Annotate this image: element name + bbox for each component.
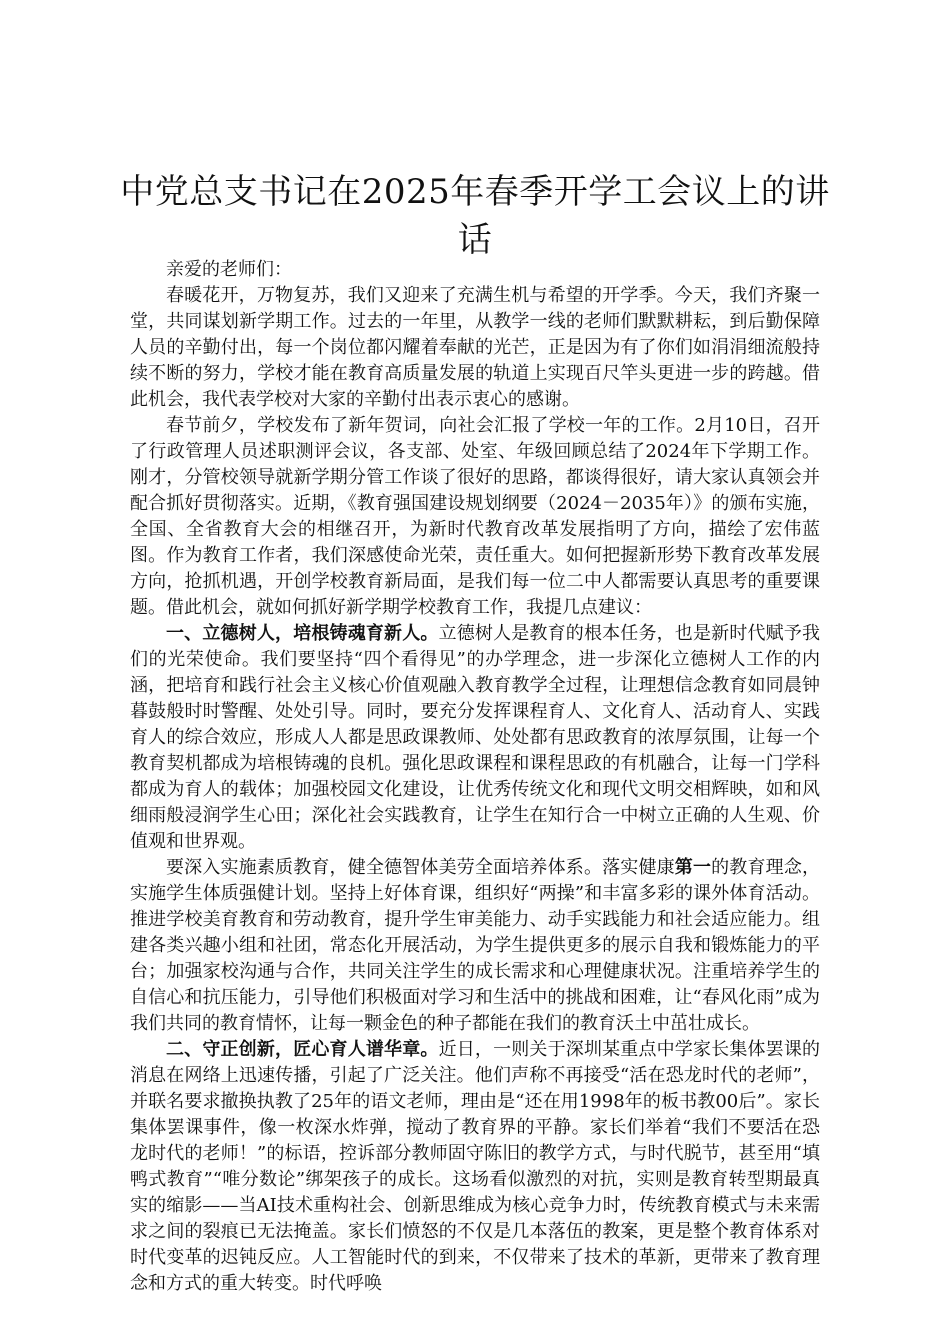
section-heading-1: 一、立德树人，培根铸魂育新人。 xyxy=(166,623,439,644)
paragraph-3-text: 立德树人是教育的根本任务，也是新时代赋予我们的光荣使命。我们要坚持“四个看得见”的办学理念，进一步深化立德树人工作的内涵，把培育和践行社会主义核心价值观融入教育教学全过程，让理想信念教育如同晨钟暮鼓般时时警醒、处处引导。同时，要充分发挥课程育人、文化育人、活动育人、实践育人的综合效应，形成人人都是思政课教师、处处都有思政教育的浓厚氛围，让每一个教育契机都成为培根铸魂的良机。强化思政课程和课程思政的有机融合，让每一门学科都成为育人的载体；加强校园文化建设，让优秀传统文化和现代文明交相辉映，如和风细雨般浸润学生心田；深化社会实践教育，让学生在知行合一中树立正确的人生观、价值观和世界观。 xyxy=(130,623,821,852)
paragraph-4-text-before: 要深入实施素质教育，健全德智体美劳全面培养体系。落实健康 xyxy=(166,857,675,878)
paragraph-1 xyxy=(130,283,820,413)
paragraph-4-text: 的教育理念，实施学生体质强健计划。坚持上好体育课，组织好“两操”和丰富多彩的课外体育活动。推进学校美育教育和劳动教育，提升学生审美能力、动手实践能力和社会适应能力。组建各类兴趣小组和社团，常态化开展活动，为学生提供更多的展示自我和锻炼能力的平台；加强家校沟通与合作，共同关注学生的成长需求和心理健康状况。注重培养学生的自信心和抗压能力，引导他们积极面对学习和生活中的挑战和困难，让“春风化雨”成为我们共同的教育情怀，让每一颗金色的种子都能在我们的教育沃土中茁壮成长。 xyxy=(130,857,820,1034)
paragraph-1-text: 春暖花开，万物复苏，我们又迎来了充满生机与希望的开学季。今天，我们齐聚一堂，共同谋划新学期工作。过去的一年里，从教学一线的老师们默默耕耘，到后勤保障人员的辛勤付出，每一个岗位都闪耀着奉献的光芒，正是因为有了你们如涓涓细流般持续不断的努力，学校才能在教育高质量发展的轨道上实现百尺竿头更进一步的跨越。借此机会，我代表学校对大家的辛勤付出表示衷心的感谢。 xyxy=(130,285,820,410)
document-body xyxy=(130,257,820,1297)
paragraph-2-text: 春节前夕，学校发布了新年贺词，向社会汇报了学校一年的工作。2月10日，召开了行政管理人员述职测评会议，各支部、处室、年级回顾总结了2024年下学期工作。刚才，分管校领导就新学期分管工作谈了很好的思路，都谈得很好，请大家认真领会并配合抓好贯彻落实。近期，《教育强国建设规划纲要（2024－2035年）》的颁布实施，全国、全省教育大会的相继召开，为新时代教育改革发展指明了方向，描绘了宏伟蓝图。作为教育工作者，我们深感使命光荣，责任重大。如何把握新形势下教育改革发展方向，抢抓机遇，开创学校教育新局面，是我们每一位二中人都需要认真思考的重要课题。借此机会，就如何抓好新学期学校教育工作，我提几点建议： xyxy=(130,415,820,618)
section-heading-2: 二、守正创新，匠心育人谱华章。 xyxy=(166,1039,439,1060)
document-title: 中党总支书记在2025年春季开学工会议上的讲话 xyxy=(120,172,830,260)
emphasis-first: 第一 xyxy=(674,857,712,878)
paragraph-5-text: 近日，一则关于深圳某重点中学家长集体罢课的消息在网络上迅速传播，引起了广泛关注。他们声称不再接受“活在恐龙时代的老师”，并联名要求撤换执教了25年的语文老师，理由是“还在用1998年的板书教00后”。家长集体罢课事件，像一枚深水炸弹，搅动了教育界的平静。家长们举着“我们不要活在恐龙时代的老师！”的标语，控诉部分教师固守陈旧的教学方式，与时代脱节，甚至用“填鸭式教育”“唯分数论”绑架孩子的成长。这场看似激烈的对抗，实则是教育转型期最真实的缩影——当AI技术重构社会、创新思维成为核心竞争力时，传统教育模式与未来需求之间的裂痕已无法掩盖。家长们愤怒的不仅是几本落伍的教案，更是整个教育体系对时代变革的迟钝反应。人工智能时代的到来，不仅带来了技术的革新，更带来了教育理念和方式的重大转变。时代呼唤 xyxy=(130,1039,821,1294)
paragraph-2 xyxy=(130,413,820,621)
paragraph-5 xyxy=(130,1037,820,1297)
paragraph-4 xyxy=(130,855,820,1037)
salutation: 亲爱的老师们： xyxy=(166,259,292,280)
paragraph-3 xyxy=(130,621,820,855)
